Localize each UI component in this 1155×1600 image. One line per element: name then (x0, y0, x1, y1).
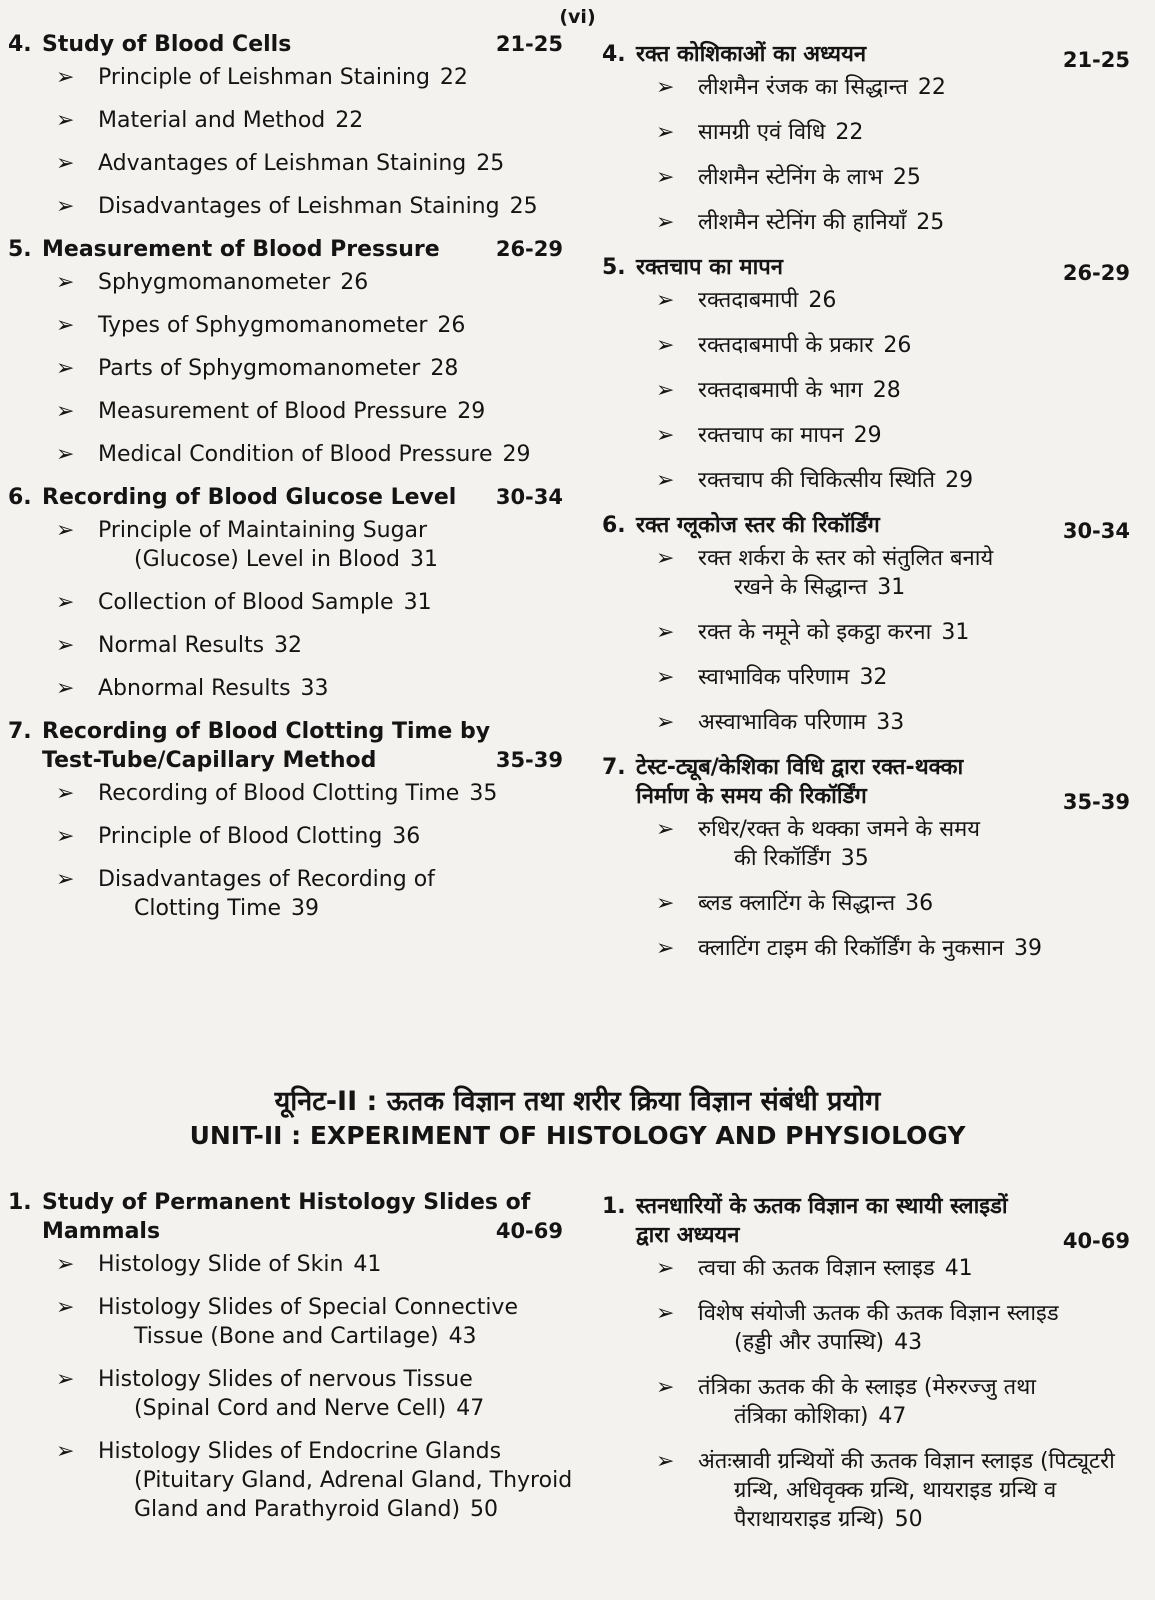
topic-text: स्वाभाविक परिणाम (698, 665, 850, 690)
bullet-arrow-icon: ➢ (656, 333, 675, 358)
topic-text: रक्त के नमूने को इकट्ठा करना (698, 620, 932, 645)
topic-page-number: 31 (877, 575, 906, 600)
chapter-number: 6. (602, 513, 626, 538)
topic-item (656, 421, 1150, 450)
topic-text: लीशमैन रंजक का सिद्धान्त (698, 75, 908, 100)
topic-text: विशेष संयोजी ऊतक की ऊतक विज्ञान स्लाइड (698, 1301, 1059, 1326)
topic-item (656, 466, 1150, 495)
topic-page-number: 29 (853, 423, 882, 448)
topic-item (656, 286, 1150, 315)
chapter-page-range: 35-39 (1062, 790, 1130, 814)
topic-text: तंत्रिका ऊतक की के स्लाइड (मेरुरज्जु तथा (698, 1375, 1036, 1400)
topic-text: Abnormal Results (98, 676, 291, 701)
page-number: (vi) (559, 6, 596, 28)
bullet-arrow-icon: ➢ (656, 210, 675, 235)
topic-item (656, 663, 1150, 692)
topic-item (56, 311, 585, 340)
unit2-heading (0, 1084, 1155, 1152)
chapter-heading (0, 235, 585, 264)
toc-chapter (0, 717, 585, 923)
topic-text: रक्त शर्करा के स्तर को संतुलित बनाये (698, 546, 994, 571)
topic-page-number: 31 (941, 620, 970, 645)
topic-page-number: 26 (340, 270, 369, 295)
topic-text: Histology Slide of Skin (98, 1252, 344, 1277)
topic-text: लीशमैन स्टेनिंग की हानियाँ (698, 210, 907, 235)
chapter-title-continued: द्वारा अध्ययन (636, 1223, 740, 1248)
topic-text: Advantages of Leishman Staining (98, 151, 467, 176)
chapter-topics (600, 544, 1150, 737)
topic-item (56, 779, 585, 808)
chapter-page-range: 40-69 (1062, 1229, 1130, 1253)
topic-item (56, 674, 585, 703)
topic-page-number: 26 (437, 313, 466, 338)
topic-page-number: 25 (476, 151, 505, 176)
chapter-title: रक्त ग्लूकोज स्तर की रिकॉर्डिंग (636, 513, 880, 538)
topic-item (56, 631, 585, 660)
topic-page-number: 32 (859, 665, 888, 690)
chapter-number: 1. (602, 1194, 626, 1219)
chapter-page-range: 21-25 (495, 32, 563, 56)
topic-text-continued: (Glucose) Level in Blood (134, 547, 401, 572)
bullet-arrow-icon: ➢ (56, 781, 75, 806)
unit2-heading-hindi: यूनिट-II : ऊतक विज्ञान तथा शरीर क्रिया विज्ञान संबंधी प्रयोग (274, 1086, 881, 1117)
chapter-number: 7. (8, 719, 32, 744)
bullet-arrow-icon: ➢ (56, 676, 75, 701)
chapter-title: स्तनधारियों के ऊतक विज्ञान का स्थायी स्लाइडों (636, 1194, 1008, 1219)
bullet-arrow-icon: ➢ (56, 442, 75, 467)
topic-text: त्वचा की ऊतक विज्ञान स्लाइड (698, 1256, 935, 1281)
chapter-heading (600, 253, 1150, 285)
chapter-topics (0, 516, 585, 703)
chapter-heading (600, 753, 1150, 814)
bullet-arrow-icon: ➢ (56, 313, 75, 338)
topic-text: सामग्री एवं विधि (698, 120, 826, 145)
topic-item (656, 1254, 1150, 1283)
bullet-arrow-icon: ➢ (56, 194, 75, 219)
chapter-page-range: 21-25 (1062, 48, 1130, 72)
topic-page-number: 47 (456, 1396, 485, 1421)
bullet-arrow-icon: ➢ (656, 891, 675, 916)
topic-page-number: 47 (878, 1404, 907, 1429)
topic-item (656, 376, 1150, 405)
topic-text-continued: Gland and Parathyroid Gland) (134, 1497, 461, 1522)
bullet-arrow-icon: ➢ (56, 1439, 75, 1464)
topic-page-number: 22 (835, 120, 864, 145)
chapter-title-continued: Test-Tube/Capillary Method (42, 748, 377, 773)
bullet-arrow-icon: ➢ (56, 108, 75, 133)
topic-page-number: 28 (872, 378, 901, 403)
topic-text: लीशमैन स्टेनिंग के लाभ (698, 165, 883, 190)
chapter-number: 7. (602, 755, 626, 780)
chapter-number: 1. (8, 1190, 32, 1215)
chapter-topics (600, 286, 1150, 495)
bullet-arrow-icon: ➢ (656, 288, 675, 313)
topic-item (656, 1299, 1150, 1357)
bullet-arrow-icon: ➢ (656, 120, 675, 145)
chapter-title: Study of Permanent Histology Slides of (42, 1190, 531, 1215)
topic-page-number: 39 (1014, 936, 1043, 961)
topic-page-number: 43 (894, 1330, 923, 1355)
topic-text: Histology Slides of Special Connective (98, 1295, 518, 1320)
topic-text: Parts of Sphygmomanometer (98, 356, 421, 381)
chapter-heading (0, 1188, 585, 1246)
topic-text: अस्वाभाविक परिणाम (698, 710, 867, 735)
chapter-page-range: 26-29 (1062, 261, 1130, 285)
topic-text-continued: की रिकॉर्डिंग (734, 846, 831, 871)
topic-page-number: 29 (457, 399, 486, 424)
bullet-arrow-icon: ➢ (56, 867, 75, 892)
topic-text: Medical Condition of Blood Pressure (98, 442, 493, 467)
chapter-heading (0, 30, 585, 59)
topic-text: Disadvantages of Leishman Staining (98, 194, 500, 219)
topic-item (656, 331, 1150, 360)
toc-chapter (600, 253, 1150, 495)
topic-page-number: 33 (300, 676, 329, 701)
chapter-number: 4. (8, 32, 32, 57)
bullet-arrow-icon: ➢ (656, 817, 675, 842)
bullet-arrow-icon: ➢ (656, 423, 675, 448)
toc-chapter (0, 30, 585, 221)
bullet-arrow-icon: ➢ (656, 468, 675, 493)
unit2-heading-english: UNIT-II : EXPERIMENT OF HISTOLOGY AND PHYSIOLOGY (189, 1121, 966, 1150)
bullet-arrow-icon: ➢ (56, 65, 75, 90)
topic-page-number: 36 (905, 891, 934, 916)
bullet-arrow-icon: ➢ (656, 1256, 675, 1281)
chapter-title: Measurement of Blood Pressure (42, 237, 440, 262)
bullet-arrow-icon: ➢ (56, 399, 75, 424)
bullet-arrow-icon: ➢ (56, 518, 75, 543)
chapter-heading (600, 1192, 1150, 1253)
chapter-topics (0, 268, 585, 469)
topic-text: Histology Slides of Endocrine Glands (98, 1439, 502, 1464)
topic-page-number: 25 (509, 194, 538, 219)
chapter-topics (600, 1254, 1150, 1534)
bullet-arrow-icon: ➢ (656, 1301, 675, 1326)
topic-page-number: 29 (945, 468, 974, 493)
topic-page-number: 50 (894, 1507, 923, 1532)
toc-chapter (600, 40, 1150, 237)
toc-chapter (0, 235, 585, 469)
topic-item (56, 1365, 585, 1423)
topic-item (56, 149, 585, 178)
chapter-topics (600, 815, 1150, 963)
chapter-page-range: 40-69 (495, 1219, 563, 1243)
topic-text: क्लाटिंग टाइम की रिकॉर्डिंग के नुकसान (698, 936, 1005, 961)
topic-page-number: 26 (808, 288, 837, 313)
chapter-title: Recording of Blood Clotting Time by (42, 719, 491, 744)
topic-text: Principle of Leishman Staining (98, 65, 430, 90)
toc-chapter (600, 753, 1150, 963)
topic-text: Material and Method (98, 108, 326, 133)
topic-item (56, 397, 585, 426)
topic-text-continued: तंत्रिका कोशिका) (734, 1404, 869, 1429)
topic-text: अंतःस्रावी ग्रन्थियों की ऊतक विज्ञान स्लाइड (पिट्यूटरी (698, 1449, 1115, 1474)
topic-text: Types of Sphygmomanometer (98, 313, 428, 338)
toc-chapter (600, 1192, 1150, 1534)
topic-page-number: 50 (470, 1497, 499, 1522)
chapter-number: 5. (602, 255, 626, 280)
chapter-title: टेस्ट-ट्यूब/केशिका विधि द्वारा रक्त-थक्का (636, 755, 964, 780)
chapter-page-range: 30-34 (495, 485, 563, 509)
unit1-english-column (0, 30, 585, 937)
chapter-topics (0, 1250, 585, 1524)
topic-text-continued: पैराथायराइड ग्रन्थि) (734, 1507, 885, 1532)
topic-text: Normal Results (98, 633, 265, 658)
topic-page-number: 25 (916, 210, 945, 235)
bullet-arrow-icon: ➢ (56, 151, 75, 176)
toc-chapter (0, 483, 585, 703)
topic-page-number: 41 (944, 1256, 973, 1281)
bullet-arrow-icon: ➢ (56, 633, 75, 658)
bullet-arrow-icon: ➢ (656, 378, 675, 403)
topic-text-continued: Clotting Time (134, 896, 282, 921)
unit2-hindi-column (600, 1192, 1150, 1550)
bullet-arrow-icon: ➢ (56, 270, 75, 295)
topic-item (56, 516, 585, 574)
topic-text-continued: (Pituitary Gland, Adrenal Gland, Thyroid (134, 1468, 573, 1493)
topic-item (656, 815, 1150, 873)
topic-item (56, 1437, 585, 1524)
bullet-arrow-icon: ➢ (56, 1295, 75, 1320)
topic-item (656, 208, 1150, 237)
chapter-title: Recording of Blood Glucose Level (42, 485, 457, 510)
topic-item (656, 934, 1150, 963)
topic-text-continued: Tissue (Bone and Cartilage) (134, 1324, 439, 1349)
topic-item (656, 163, 1150, 192)
bullet-arrow-icon: ➢ (656, 620, 675, 645)
chapter-heading (600, 511, 1150, 543)
topic-item (56, 268, 585, 297)
toc-chapter (0, 1188, 585, 1524)
bullet-arrow-icon: ➢ (656, 665, 675, 690)
topic-item (656, 708, 1150, 737)
topic-page-number: 32 (274, 633, 303, 658)
topic-text: रुधिर/रक्त के थक्का जमने के समय (698, 817, 981, 842)
unit2-english-column (0, 1188, 585, 1538)
chapter-page-range: 35-39 (495, 748, 563, 772)
bullet-arrow-icon: ➢ (656, 546, 675, 571)
topic-page-number: 31 (410, 547, 439, 572)
topic-item (56, 63, 585, 92)
chapter-title: रक्त कोशिकाओं का अध्ययन (636, 42, 867, 67)
topic-text: रक्तदाबमापी (698, 288, 799, 313)
bullet-arrow-icon: ➢ (656, 710, 675, 735)
topic-page-number: 22 (917, 75, 946, 100)
chapter-page-range: 26-29 (495, 237, 563, 261)
topic-text: रक्तचाप की चिकित्सीय स्थिति (698, 468, 936, 493)
bullet-arrow-icon: ➢ (56, 1367, 75, 1392)
topic-item (56, 106, 585, 135)
topic-page-number: 22 (335, 108, 364, 133)
chapter-topics (0, 779, 585, 923)
topic-page-number: 28 (430, 356, 459, 381)
topic-item (656, 1447, 1150, 1534)
topic-text: ब्लड क्लाटिंग के सिद्धान्त (698, 891, 896, 916)
chapter-heading (600, 40, 1150, 72)
topic-item (56, 192, 585, 221)
bullet-arrow-icon: ➢ (56, 590, 75, 615)
chapter-number: 4. (602, 42, 626, 67)
toc-chapter (600, 511, 1150, 737)
topic-text: Collection of Blood Sample (98, 590, 394, 615)
chapter-title: Study of Blood Cells (42, 32, 292, 57)
bullet-arrow-icon: ➢ (56, 824, 75, 849)
topic-item (56, 1293, 585, 1351)
bullet-arrow-icon: ➢ (56, 356, 75, 381)
topic-page-number: 41 (353, 1252, 382, 1277)
topic-item (656, 544, 1150, 602)
topic-page-number: 22 (439, 65, 468, 90)
topic-text: Measurement of Blood Pressure (98, 399, 448, 424)
topic-text: रक्तदाबमापी के भाग (698, 378, 863, 403)
chapter-topics (600, 73, 1150, 237)
topic-page-number: 39 (291, 896, 320, 921)
topic-text: Principle of Blood Clotting (98, 824, 383, 849)
topic-page-number: 35 (840, 846, 869, 871)
topic-text-continued: (हड्डी और उपास्थि) (734, 1330, 885, 1355)
topic-page-number: 31 (403, 590, 432, 615)
chapter-title: रक्तचाप का मापन (636, 255, 783, 280)
topic-item (656, 73, 1150, 102)
topic-text-continued: ग्रन्थि, अधिवृक्क ग्रन्थि, थायराइड ग्रन्थि व (734, 1478, 1057, 1503)
topic-item (56, 1250, 585, 1279)
topic-text: Histology Slides of nervous Tissue (98, 1367, 473, 1392)
topic-item (656, 618, 1150, 647)
topic-text: रक्तचाप का मापन (698, 423, 844, 448)
topic-page-number: 29 (502, 442, 531, 467)
topic-item (656, 118, 1150, 147)
topic-item (56, 822, 585, 851)
topic-page-number: 35 (469, 781, 498, 806)
chapter-topics (0, 63, 585, 221)
unit1-hindi-column (600, 40, 1150, 979)
topic-text: Principle of Maintaining Sugar (98, 518, 428, 543)
topic-text: Sphygmomanometer (98, 270, 331, 295)
bullet-arrow-icon: ➢ (656, 1375, 675, 1400)
chapter-title-continued: Mammals (42, 1219, 161, 1244)
chapter-page-range: 30-34 (1062, 519, 1130, 543)
topic-page-number: 36 (392, 824, 421, 849)
chapter-number: 5. (8, 237, 32, 262)
bullet-arrow-icon: ➢ (656, 165, 675, 190)
topic-item (56, 440, 585, 469)
topic-text: रक्तदाबमापी के प्रकार (698, 333, 874, 358)
bullet-arrow-icon: ➢ (656, 75, 675, 100)
topic-item (656, 1373, 1150, 1431)
chapter-heading (0, 717, 585, 775)
topic-item (56, 865, 585, 923)
topic-page-number: 26 (883, 333, 912, 358)
topic-item (656, 889, 1150, 918)
topic-item (56, 588, 585, 617)
topic-page-number: 33 (876, 710, 905, 735)
topic-item (56, 354, 585, 383)
chapter-number: 6. (8, 485, 32, 510)
chapter-title-continued: निर्माण के समय की रिकॉर्डिंग (636, 784, 867, 809)
topic-text: Recording of Blood Clotting Time (98, 781, 460, 806)
bullet-arrow-icon: ➢ (656, 1449, 675, 1474)
chapter-heading (0, 483, 585, 512)
bullet-arrow-icon: ➢ (56, 1252, 75, 1277)
topic-text: Disadvantages of Recording of (98, 867, 435, 892)
topic-page-number: 25 (892, 165, 921, 190)
bullet-arrow-icon: ➢ (656, 936, 675, 961)
topic-text-continued: रखने के सिद्धान्त (734, 575, 868, 600)
topic-page-number: 43 (448, 1324, 477, 1349)
topic-text-continued: (Spinal Cord and Nerve Cell) (134, 1396, 447, 1421)
